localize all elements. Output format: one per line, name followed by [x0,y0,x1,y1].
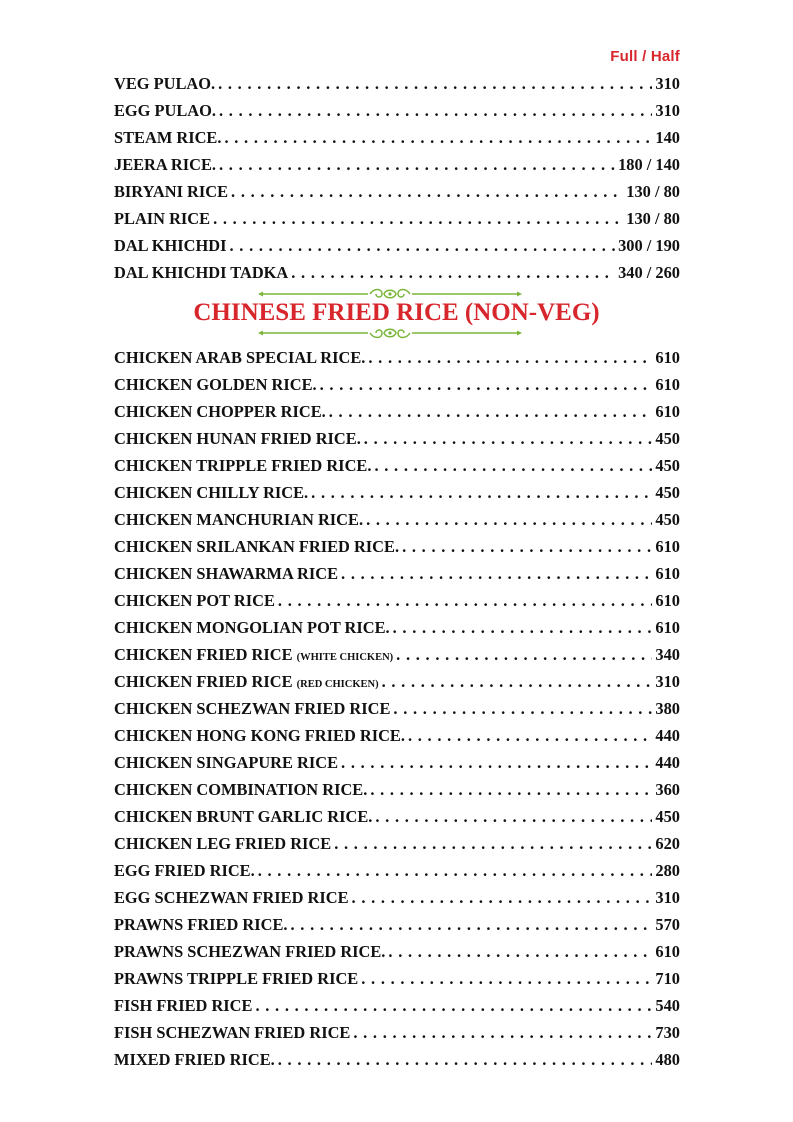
menu-item-label: CHICKEN COMBINATION RICE. [114,780,368,799]
menu-item-name [114,560,338,587]
dot-leader [231,178,623,205]
menu-item-label: EGG SCHEZWAN FRIED RICE [114,888,349,907]
dot-leader [219,151,615,178]
menu-item [114,371,680,398]
dot-leader [278,1046,653,1073]
menu-item-price: 610 [655,537,680,556]
menu-item-name [114,965,358,992]
menu-item-price: 300 / 190 [618,236,680,255]
menu-item-price: 450 [655,429,680,448]
menu-item-name [114,425,361,452]
menu-item-name [114,506,363,533]
menu-item [114,398,680,425]
menu-item-note: (RED CHICKEN) [296,679,379,690]
menu-item-name [114,641,393,671]
dot-leader [278,587,653,614]
menu-item-name [114,70,215,97]
dot-leader [219,97,652,124]
menu-item-label: CHICKEN FRIED RICE [114,645,293,664]
dot-leader [353,1019,652,1046]
menu-item [114,641,680,668]
menu-item-label: MIXED FRIED RICE. [114,1050,275,1069]
menu-item-price: 570 [655,915,680,934]
dot-leader [258,857,653,884]
menu-item [114,695,680,722]
dot-leader [382,668,653,695]
menu-item-label: CHICKEN CHILLY RICE. [114,483,309,502]
menu-item-label: CHICKEN TRIPPLE FRIED RICE. [114,456,372,475]
menu-item-name [114,259,288,286]
dot-leader [213,205,623,232]
dot-leader [396,641,652,668]
menu-item-price: 730 [655,1023,680,1042]
menu-item-price: 360 [655,780,680,799]
dot-leader [329,398,653,425]
menu-item-price: 610 [655,402,680,421]
chinese-fried-rice-list [114,344,680,1073]
section-title: CHINESE FRIED RICE (NON-VEG) [193,299,600,326]
dot-leader [393,695,652,722]
menu-item-name [114,479,308,506]
menu-item-price: 450 [655,456,680,475]
menu-item [114,857,680,884]
menu-item-price: 440 [655,726,680,745]
dot-leader [311,479,652,506]
menu-item-label: PLAIN RICE [114,209,211,228]
dot-leader [361,965,652,992]
menu-item-label: DAL KHICHDI TADKA [114,263,289,282]
menu-item-label: VEG PULAO. [114,74,216,93]
dot-leader [402,533,652,560]
menu-item [114,803,680,830]
menu-item [114,205,680,232]
menu-item-price: 130 / 80 [626,209,680,228]
menu-item-name [114,371,317,398]
menu-item-name [114,1046,275,1073]
menu-item [114,124,680,151]
menu-item-label: PRAWNS FRIED RICE. [114,915,288,934]
menu-item-name [114,911,288,938]
menu-item-label: CHICKEN ARAB SPECIAL RICE. [114,348,366,367]
menu-item-name [114,992,252,1019]
menu-item-price: 710 [655,969,680,988]
menu-item [114,70,680,97]
menu-item-label: CHICKEN BRUNT GARLIC RICE. [114,807,373,826]
menu-item-label: CHICKEN SRILANKAN FRIED RICE. [114,537,400,556]
dot-leader [341,560,652,587]
dot-leader [364,425,653,452]
menu-item-note: (WHITE CHICKEN) [296,652,394,663]
menu-item [114,452,680,479]
menu-item [114,151,680,178]
menu-item-label: CHICKEN SINGAPURE RICE [114,753,339,772]
dot-leader [229,232,615,259]
menu-item [114,178,680,205]
menu-item-price: 610 [655,942,680,961]
menu-item-label: CHICKEN MANCHURIAN RICE. [114,510,364,529]
menu-item-price: 140 [655,128,680,147]
menu-item-label: CHICKEN HONG KONG FRIED RICE. [114,726,405,745]
menu-item-label: CHICKEN MONGOLIAN POT RICE. [114,618,390,637]
menu-item [114,992,680,1019]
menu-item-price: 310 [655,74,680,93]
menu-item-name [114,614,390,641]
menu-item-name [114,1019,350,1046]
menu-item-label: CHICKEN CHOPPER RICE. [114,402,326,421]
menu-item [114,479,680,506]
menu-item [114,259,680,286]
menu-item [114,776,680,803]
dot-leader [370,776,652,803]
dot-leader [368,344,652,371]
rice-list [114,70,680,286]
dot-leader [224,124,652,151]
menu-item-name [114,452,371,479]
dot-leader [291,911,653,938]
dot-leader [408,722,652,749]
menu-item-label: PRAWNS TRIPPLE FRIED RICE [114,969,359,988]
menu-item-name [114,533,399,560]
menu-item-price: 610 [655,348,680,367]
menu-item-price: 280 [655,861,680,880]
dot-leader [320,371,653,398]
menu-item [114,97,680,124]
menu-item-label: CHICKEN FRIED RICE [114,672,293,691]
dot-leader [341,749,652,776]
menu-item [114,830,680,857]
menu-item-name [114,232,226,259]
dot-leader [352,884,653,911]
menu-item [114,232,680,259]
menu-item-label: CHICKEN SHAWARMA RICE [114,564,339,583]
dot-leader [393,614,653,641]
menu-item-label: CHICKEN HUNAN FRIED RICE. [114,429,361,448]
menu-item-name [114,398,326,425]
menu-item-price: 380 [655,699,680,718]
menu-item-label: FISH FRIED RICE [114,996,253,1015]
menu-item-price: 450 [655,807,680,826]
menu-item-label: EGG FRIED RICE. [114,861,255,880]
menu-item-label: CHICKEN SCHEZWAN FRIED RICE [114,699,391,718]
dot-leader [291,259,615,286]
dot-leader [366,506,652,533]
menu-item-name [114,884,349,911]
dot-leader [334,830,652,857]
menu-item-name [114,776,367,803]
menu-item-label: DAL KHICHDI [114,236,227,255]
menu-item-name [114,803,372,830]
dot-leader [374,452,652,479]
menu-item-price: 310 [655,672,680,691]
menu-item-name [114,668,379,698]
menu-item-price: 450 [655,483,680,502]
menu-item-label: PRAWNS SCHEZWAN FRIED RICE. [114,942,386,961]
menu-item-price: 620 [655,834,680,853]
menu-item [114,965,680,992]
menu-item-name [114,938,385,965]
menu-item-name [114,695,390,722]
menu-item-price: 610 [655,618,680,637]
menu-item-name [114,97,216,124]
menu-item-label: CHICKEN GOLDEN RICE. [114,375,317,394]
menu-item-name [114,178,228,205]
menu-item-price: 440 [655,753,680,772]
menu-item-price: 450 [655,510,680,529]
ornament-bottom-icon [258,326,522,340]
menu-item [114,911,680,938]
menu-item-price: 480 [655,1050,680,1069]
menu-item [114,1019,680,1046]
menu-item-label: EGG PULAO. [114,101,216,120]
dot-leader [375,803,652,830]
menu-item-name [114,587,275,614]
menu-item-price: 310 [655,888,680,907]
menu-item-price: 180 / 140 [618,155,680,174]
menu-item [114,425,680,452]
menu-item [114,560,680,587]
menu-item-label: FISH SCHEZWAN FRIED RICE [114,1023,351,1042]
menu-item [114,749,680,776]
menu-item-price: 130 / 80 [626,182,680,201]
menu-item-label: CHICKEN POT RICE [114,591,275,610]
menu-item-price: 610 [655,591,680,610]
menu-item-name [114,344,365,371]
menu-item [114,587,680,614]
menu-item [114,533,680,560]
menu-item [114,506,680,533]
menu-item [114,344,680,371]
menu-item-label: BIRYANI RICE [114,182,229,201]
menu-item [114,668,680,695]
menu-item [114,1046,680,1073]
menu-item [114,884,680,911]
menu-item-label: CHICKEN LEG FRIED RICE [114,834,332,853]
dot-leader [388,938,652,965]
menu-item-price: 540 [655,996,680,1015]
menu-item-name [114,151,216,178]
menu-item-name [114,124,221,151]
menu-item [114,614,680,641]
menu-item-name [114,205,210,232]
menu-item-name [114,749,338,776]
menu-item-name [114,857,255,884]
dot-leader [255,992,652,1019]
dot-leader [218,70,652,97]
menu-item-label: JEERA RICE. [114,155,217,174]
menu-item-price: 340 [655,645,680,664]
full-half-header: Full / Half [610,48,680,65]
menu-item-price: 610 [655,375,680,394]
menu-item-name [114,722,405,749]
menu-item-price: 310 [655,101,680,120]
menu-item-name [114,830,331,857]
menu-item [114,938,680,965]
menu-item-price: 610 [655,564,680,583]
menu-item-label: STEAM RICE. [114,128,222,147]
menu-item-price: 340 / 260 [618,263,680,282]
menu-item [114,722,680,749]
